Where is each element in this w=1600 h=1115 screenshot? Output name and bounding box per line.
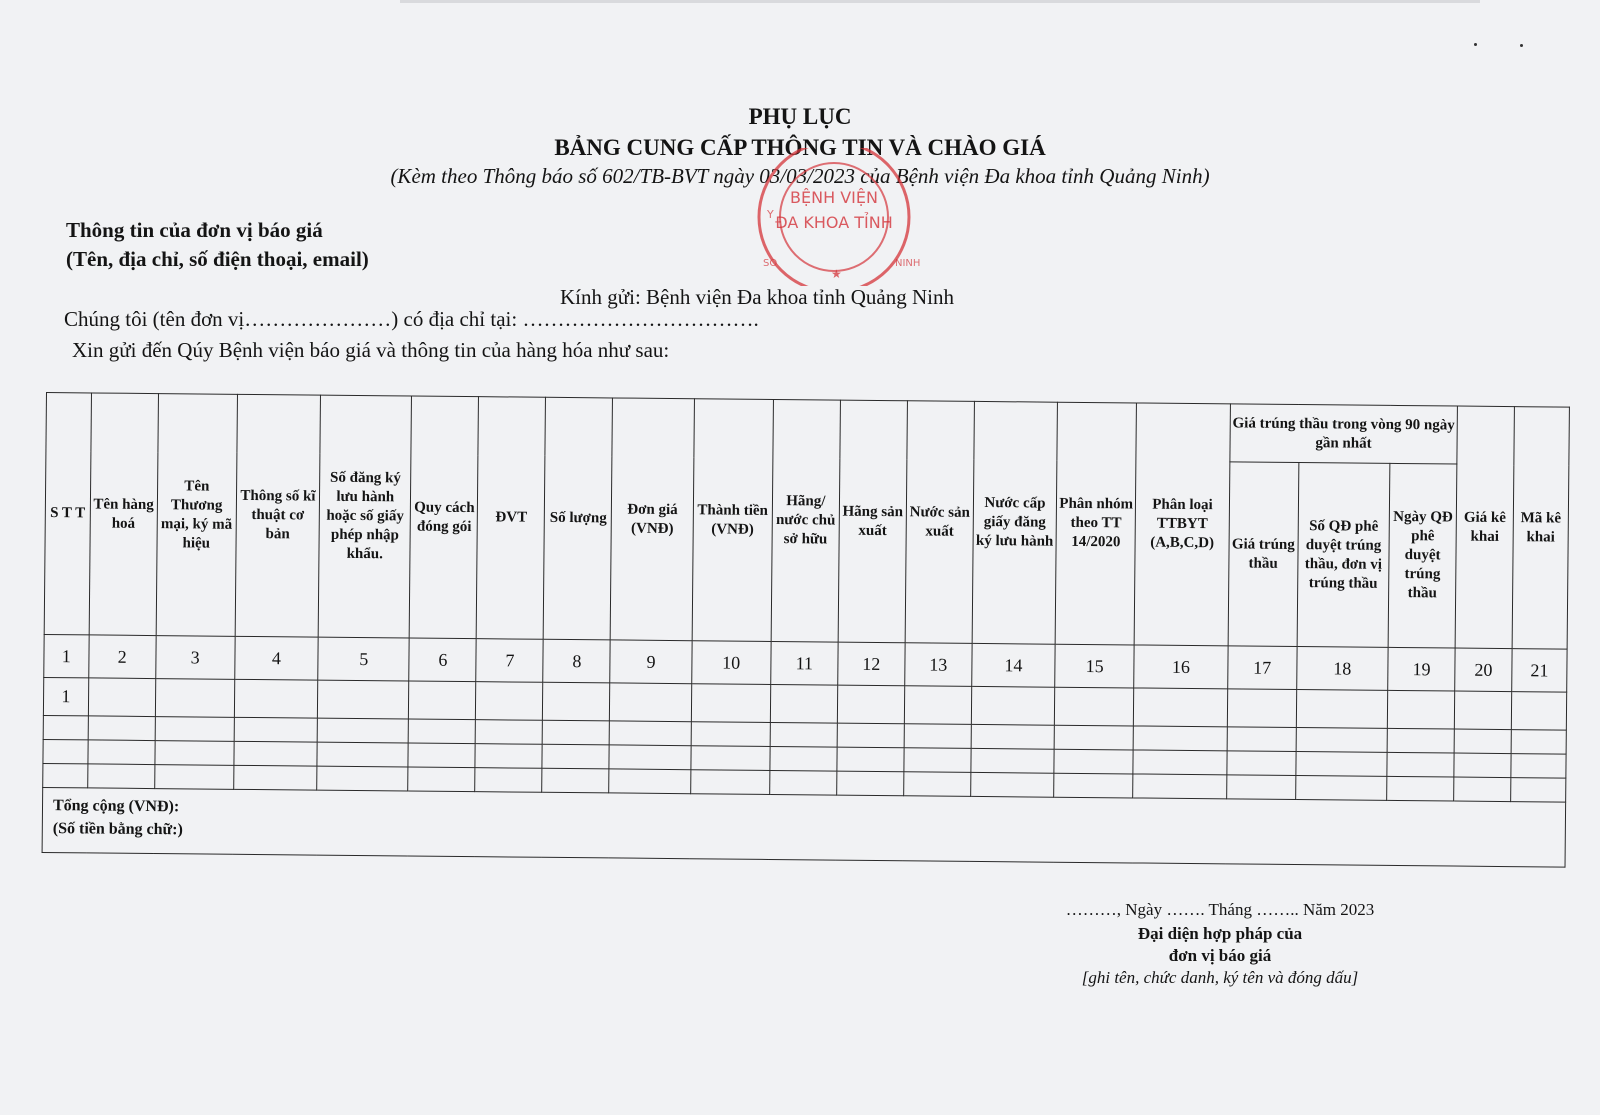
hospital-stamp (745, 148, 923, 286)
col-num-10: 10 (691, 641, 771, 685)
header-row-1 (46, 393, 1569, 466)
svg-text:NINH: NINH (895, 258, 921, 269)
header-manufacturer: Hãng sản xuất (838, 400, 907, 643)
stamp-line-1: BỆNH VIỆN (790, 188, 878, 207)
col-num-14: 14 (972, 643, 1056, 687)
header-bid-decision: Số QĐ phê duyệt trúng thầu, đơn vị trúng thầu (1297, 463, 1390, 648)
col-num-4: 4 (235, 636, 319, 680)
header-group: Phân nhóm theo TT 14/2020 (1055, 402, 1137, 645)
col-num-21: 21 (1512, 649, 1567, 693)
total-cell (42, 787, 1566, 867)
header-registration: Số đăng ký lưu hành hoặc số giấy phép nhập khẩu. (318, 395, 412, 638)
header-recent-bid-group: Giá trúng thầu trong vòng 90 ngày gần nhất (1230, 404, 1458, 464)
col-num-11: 11 (771, 641, 838, 685)
svg-text:SO: SO (763, 258, 778, 269)
col-num-13: 13 (905, 643, 972, 687)
svg-text:★: ★ (831, 267, 842, 281)
col-num-12: 12 (838, 642, 905, 686)
header-owner: Hãng/ nước chủ sở hữu (771, 399, 840, 642)
header-quantity: Số lượng (544, 397, 613, 640)
header-decision-date: Ngày QĐ phê duyệt trúng thầu (1388, 463, 1457, 648)
scan-speck (1520, 44, 1523, 47)
quotation-table (42, 392, 1570, 868)
recipient-line: Kính gửi: Bệnh viện Đa khoa tỉnh Quảng Ninh (560, 285, 954, 309)
header-unit-price: Đơn giá (VNĐ) (611, 398, 695, 641)
col-num-7: 7 (476, 639, 543, 683)
signature-note: [ghi tên, chức danh, ký tên và đóng dấu] (1081, 968, 1359, 987)
col-num-15: 15 (1055, 644, 1135, 688)
header-stt: S T T (44, 393, 91, 635)
header-trade-name: Tên Thương mại, ký mã hiệu (156, 394, 238, 637)
total-row (42, 787, 1566, 867)
stamp-line-2: ĐA KHOA TỈNH (775, 213, 893, 232)
col-num-8: 8 (543, 639, 610, 683)
col-num-16: 16 (1134, 645, 1228, 689)
header-product-name: Tên hàng hoá (89, 393, 158, 636)
header-unit: ĐVT (477, 397, 546, 640)
representative-line-2: đơn vị báo giá (1168, 946, 1272, 965)
scan-edge (400, 0, 1480, 3)
total-words-label: (Số tiền bằng chữ:) (52, 820, 183, 839)
representative-line-1: Đại diện hợp pháp của (1137, 924, 1303, 943)
header-class: Phân loại TTBYT (A,B,C,D) (1134, 403, 1230, 646)
col-num-2: 2 (88, 635, 155, 679)
col-num-9: 9 (610, 640, 692, 684)
svg-text:Y: Y (767, 208, 774, 221)
reference-line: (Kèm theo Thông báo số 602/TB-BVT ngày 03/03/2023 của Bệnh viện Đa khoa tỉnh Quảng Ninh) (390, 164, 1210, 188)
total-label: Tổng cộng (VNĐ): (52, 797, 180, 816)
date-line: ………, Ngày ……. Tháng …….. Năm 2023 (1065, 900, 1375, 919)
page-title: PHỤ LỤC (748, 104, 852, 129)
header-reg-country: Nước cấp giấy đăng ký lưu hành (972, 401, 1058, 644)
col-num-3: 3 (155, 636, 235, 680)
col-num-6: 6 (409, 638, 476, 682)
col-num-17: 17 (1227, 646, 1296, 690)
header-packing: Quy cách đóng gói (410, 396, 479, 639)
header-declared-price: Giá kê khai (1455, 406, 1514, 649)
header-specs: Thông số kĩ thuật cơ bản (235, 394, 321, 637)
vendor-info-title: Thông tin của đơn vị báo giá (66, 218, 323, 242)
header-origin: Nước sản xuất (905, 401, 974, 644)
col-num-19: 19 (1388, 647, 1455, 691)
header-amount: Thành tiền (VNĐ) (692, 399, 774, 642)
header-bid-price: Giá trúng thầu (1228, 462, 1299, 647)
col-num-20: 20 (1455, 648, 1512, 692)
scan-speck (1474, 43, 1477, 46)
col-num-18: 18 (1296, 647, 1388, 691)
page-subtitle: BẢNG CUNG CẤP THÔNG TIN VÀ CHÀO GIÁ (554, 135, 1046, 160)
vendor-info-subtitle: (Tên, địa chỉ, số điện thoại, email) (66, 247, 369, 271)
header-declared-code: Mã kê khai (1512, 407, 1569, 650)
col-num-1: 1 (44, 634, 89, 677)
row-stt: 1 (43, 677, 88, 715)
col-num-5: 5 (318, 637, 410, 681)
vendor-name-line: Chúng tôi (tên đơn vị…………………) có địa chỉ tại: ……………………………. (64, 307, 759, 331)
request-line: Xin gửi đến Qúy Bệnh viện báo giá và thông tin của hàng hóa như sau: (72, 338, 670, 362)
